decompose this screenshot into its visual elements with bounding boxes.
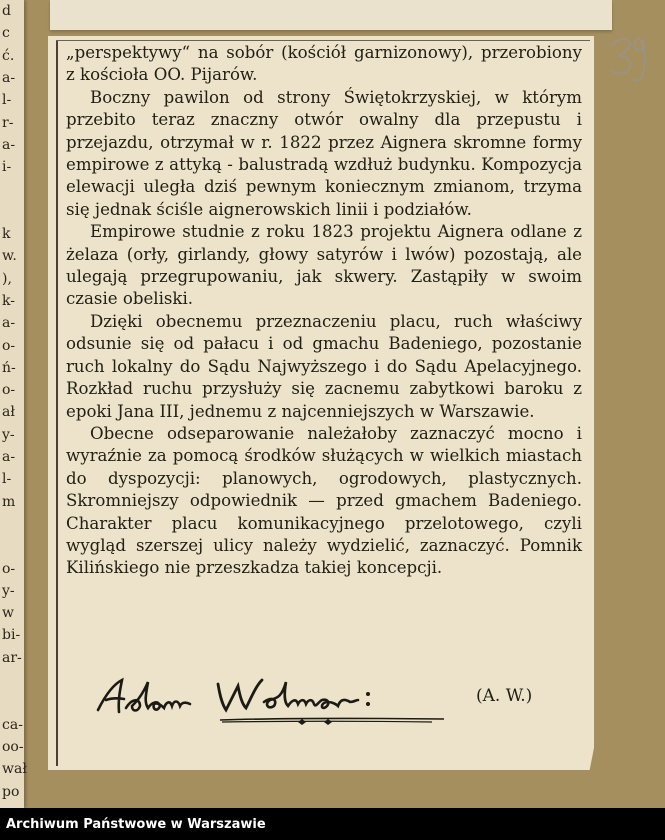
column-fragment: w. — [2, 248, 17, 265]
column-fragment: l- — [2, 92, 12, 109]
column-rule — [56, 40, 58, 766]
handwritten-signature — [92, 672, 462, 736]
column-fragment: y- — [2, 426, 15, 443]
column-fragment: k- — [2, 292, 15, 309]
article-paragraph: „perspektywy“ na sobór (kościół garnizonowy), przerobiony z kościoła OO. Pijarów. — [66, 43, 582, 85]
top-rule — [56, 40, 590, 41]
column-fragment: ), — [2, 270, 12, 287]
column-fragment: m — [2, 493, 16, 510]
column-fragment: wał — [2, 761, 27, 778]
article-paragraph: Dzięki obecnemu przeznaczeniu placu, ruch właściwy odsunie się od pałacu i od gmachu Badeniego, pozostanie ruch lokalny do Sądu Najwyższego i do Sądu Apelacyjnego. Rozkład ruchu przysłuży się zacnemu zabytkowi baroku z epoki Jana III, jednemu z najcenniejszych w Warszawie. — [66, 311, 582, 421]
column-fragment: o- — [2, 337, 16, 354]
pencil-archive-number — [604, 30, 652, 94]
column-fragment: a- — [2, 69, 16, 86]
column-fragment: po — [2, 783, 20, 800]
article-paragraph: Boczny pawilon od strony Świętokrzyskiej, w którym przebito teraz znaczny otwór owalny dla przepustu i przejazdu, otrzymał w r. 1822 przez Aignera skromne formy empirowe z attyką - balustradą wzdłuż budynku. Kompozycja elewacji uległa dziś pewnym koniecznym zmianom, trzyma się jednak ściśle aignerowskich linii i podziałów. — [66, 87, 582, 219]
article-paragraph: Obecne odseparowanie należałoby zaznaczyć mocno i wyraźnie za pomocą środków służących w wielkich miastach do dyspozycji: planowych, ogrodowych, plastycznych. Skromniejszy odpowiednik — przed gmachem Badeniego. Charakter placu komunikacyjnego przelotowego, czyli wygląd szerszej ulicy należy wydzielić, zaznaczyć. Pomnik Kilińskiego nie przeszkadza takiej koncepcji. — [66, 423, 582, 578]
column-fragment: d — [2, 3, 11, 19]
archive-credit-bar — [0, 808, 665, 840]
column-fragment: ca- — [2, 716, 23, 733]
column-fragment: w — [2, 605, 14, 622]
column-fragment: oo- — [2, 738, 24, 755]
adjacent-column-strip — [0, 0, 27, 808]
column-fragment: ć. — [2, 47, 15, 64]
archive-credit: Archiwum Państwowe w Warszawie — [6, 817, 266, 832]
column-fragment: o- — [2, 560, 16, 577]
column-fragment: i- — [2, 159, 12, 176]
column-fragment: a- — [2, 136, 16, 153]
article-body — [66, 42, 582, 580]
column-fragment: l- — [2, 471, 12, 488]
column-fragment: ar- — [2, 649, 22, 666]
column-fragment: k — [2, 226, 11, 242]
column-fragment: a- — [2, 315, 16, 332]
article-paragraph: Empirowe studnie z roku 1823 projektu Aignera odlane z żelaza (orły, girlandy, głowy satyrów i lwów) pozostają, ale ulegają przegrupowaniu, jak skwery. Zastąpiły w swoim czasie obeliski. — [66, 222, 582, 309]
column-fragment: a- — [2, 449, 16, 465]
column-fragment: o- — [2, 382, 16, 399]
column-fragment: y- — [2, 582, 15, 599]
column-fragment: ał — [2, 404, 15, 421]
upper-clipping-remnant — [50, 0, 612, 30]
column-fragment: bi- — [2, 627, 21, 644]
author-initials: (A. W.) — [476, 686, 533, 706]
column-fragment: r- — [2, 114, 14, 131]
column-fragment: c — [2, 25, 10, 42]
column-fragment: ń- — [2, 359, 16, 376]
signature-row — [92, 672, 582, 736]
